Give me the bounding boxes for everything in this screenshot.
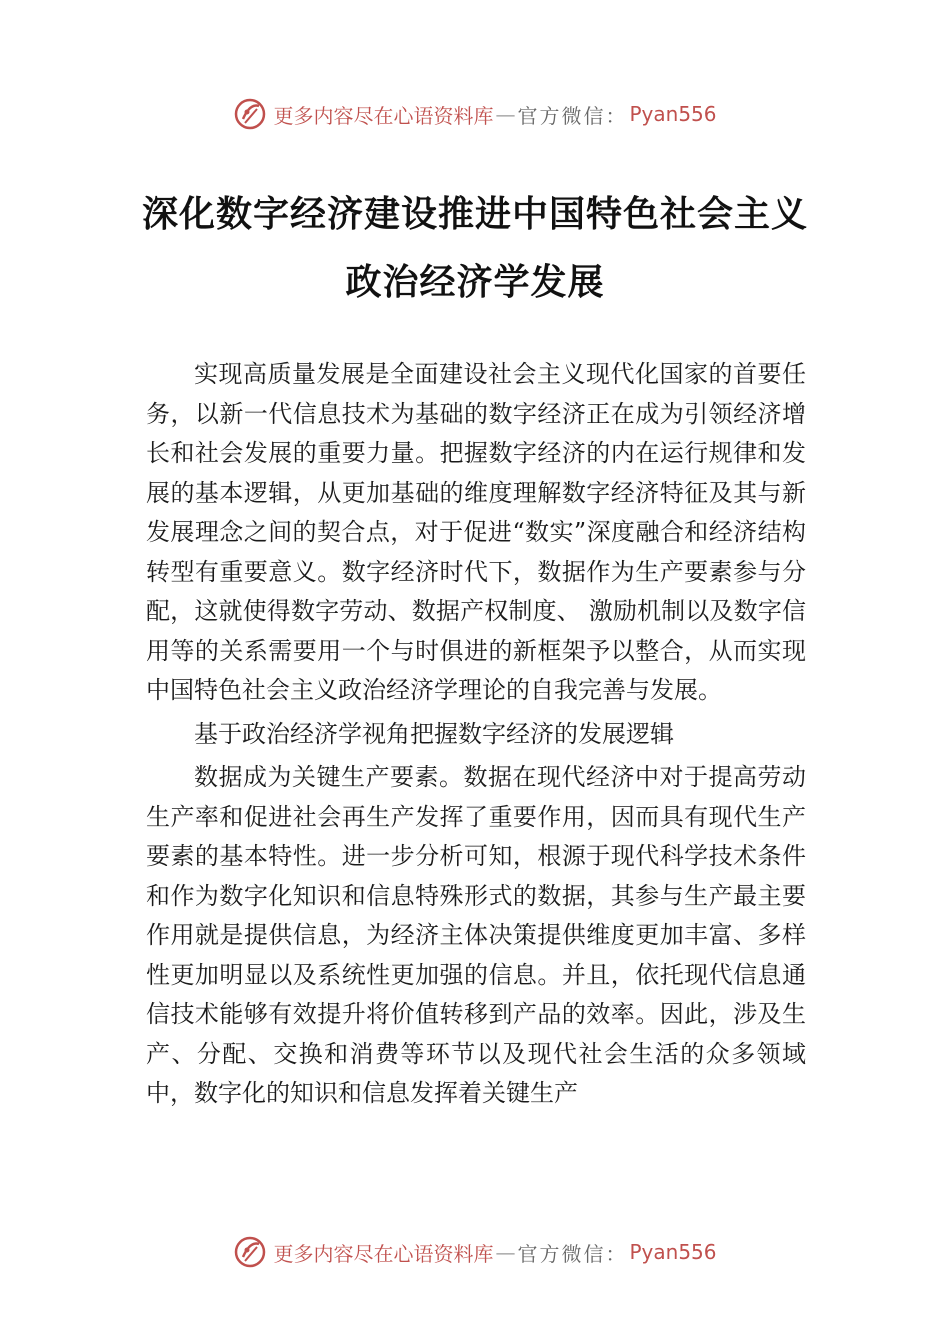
footer-banner [0, 1232, 950, 1272]
paragraph-intro: 实现高质量发展是全面建设社会主义现代化国家的首要任务，以新一代信息技术为基础的数字经济正在成为引领经济增长和社会发展的重要力量。把握数字经济的内在运行规律和发展的基本逻辑，从更加基础的维度理解数字经济特征及其与新发展理念之间的契合点，对于促进“数实”深度融合和经济结构转型有重要意义。数字经济时代下，数据作为生产要素参与分配，这就使得数字劳动、数据产权制度、 激励机制以及数字信用等的关系需要用一个与时俱进的新框架予以整合，从而实现中国特色社会主义政治经济学理论的自我完善与发展。 [146, 360, 806, 704]
banner-colon: ： [605, 1241, 626, 1266]
banner-wechat-label: 官方微信 [517, 1241, 606, 1266]
section-heading: 基于政治经济学视角把握数字经济的发展逻辑 [194, 719, 674, 748]
paragraph-data-factor: 数据成为关键生产要素。数据在现代经济中对于提高劳动生产率和促进社会再生产发挥了重要作用，因而具有现代生产要素的基本特性。进一步分析可知，根源于现代科学技术条件和作为数字化知识和信息特殊形式的数据，其参与生产最主要作用就是提供信息，为经济主体决策提供维度更加丰富、多样性更加明显以及系统性更加强的信息。并且，依托现代信息通信技术能够有效提升将价值转移到产品的效率。因此，涉及生产、分配、交换和消费等环节以及现代社会生活的众多领域中，数字化的知识和信息发挥着关键生产 [146, 763, 806, 1107]
banner-separator: — [495, 102, 516, 126]
banner-colon: ： [605, 103, 626, 128]
logo-icon [233, 97, 267, 131]
banner-wechat-label: 官方微信 [517, 103, 606, 128]
document-body [146, 355, 806, 1114]
document-title-line2: 政治经济学发展 [345, 261, 605, 303]
banner-text: 更多内容尽在心语资料库 [273, 1241, 494, 1266]
header-banner [0, 94, 950, 134]
banner-account: Pyan556 [629, 1240, 717, 1264]
banner-separator: — [495, 1240, 516, 1264]
banner-account: Pyan556 [629, 102, 717, 126]
logo-icon [233, 1235, 267, 1269]
document-title-line1: 深化数字经济建设推进中国特色社会主义 [141, 193, 808, 235]
banner-text: 更多内容尽在心语资料库 [273, 103, 494, 128]
